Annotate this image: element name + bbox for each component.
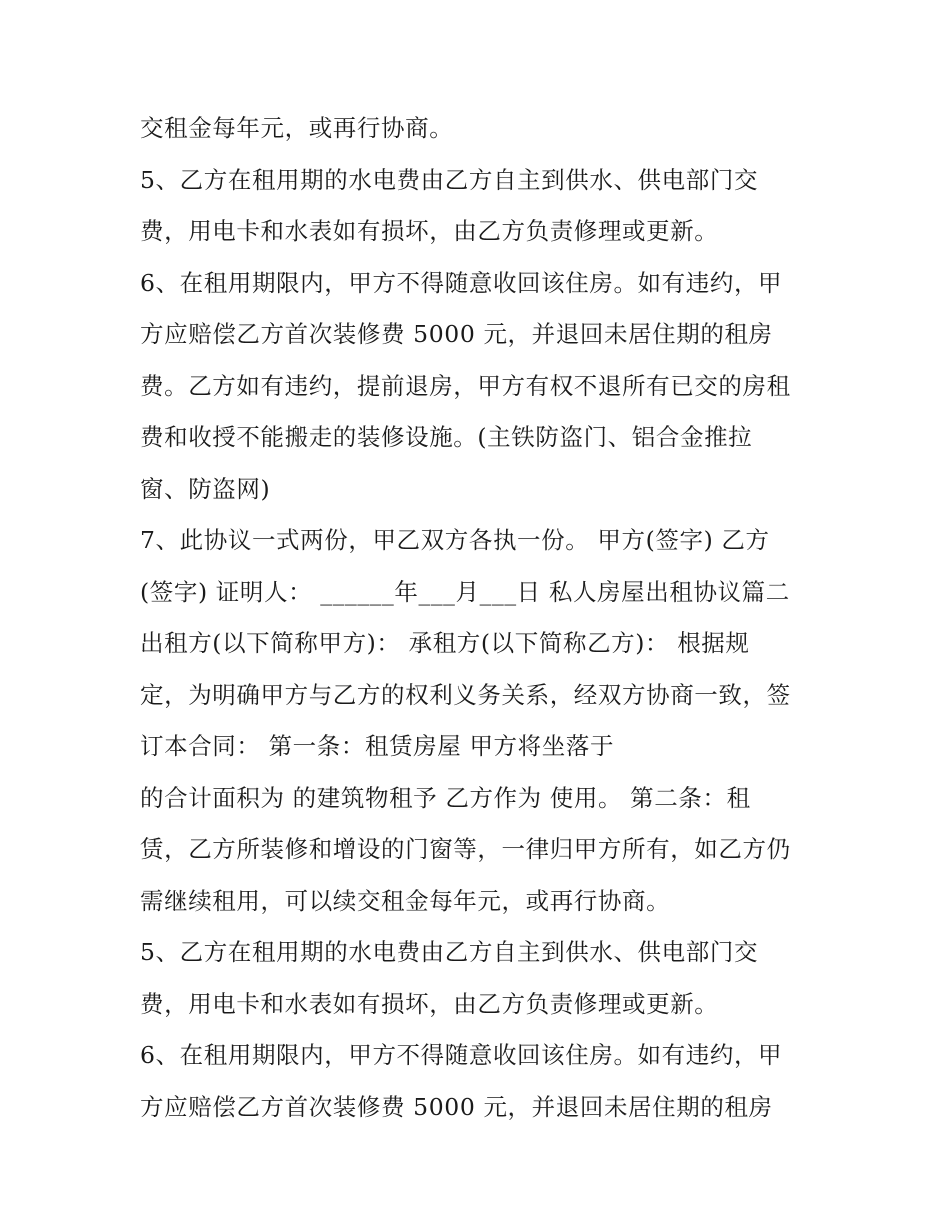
text-line: 费和收授不能搬走的装修设施。(主铁防盗门、铝合金推拉	[140, 423, 753, 451]
text-line: 出租方(以下简称甲方)： 承租方(以下简称乙方)： 根据规	[140, 629, 750, 657]
text-line: 费，用电卡和水表如有损坏，由乙方负责修理或更新。	[140, 217, 719, 245]
text-line: 窗、防盗网)	[140, 474, 271, 503]
text-line: 订本合同： 第一条：租赁房屋 甲方将坐落于	[140, 732, 615, 760]
text-line: 5、乙方在租用期的水电费由乙方自主到供水、供电部门交	[140, 165, 759, 194]
text-line: 费，用电卡和水表如有损坏，由乙方负责修理或更新。	[140, 989, 719, 1018]
text-line: 定，为明确甲方与乙方的权利义务关系，经双方协商一致，签	[140, 680, 791, 709]
text-line: 6、在租用期限内，甲方不得随意收回该住房。如有违约，甲	[140, 1041, 783, 1069]
text-line: 方应赔偿乙方首次装修费 5000 元，并退回未居住期的租房	[140, 1092, 773, 1121]
text-line: 需继续租用，可以续交租金每年元，或再行协商。	[140, 886, 671, 915]
text-line: 赁，乙方所装修和增设的门窗等，一律归甲方所有，如乙方仍	[140, 835, 791, 863]
text-line: 交租金每年元，或再行协商。	[140, 114, 454, 142]
text-line: (签字) 证明人： ______年___月___日 私人房屋出租协议篇二	[140, 577, 790, 606]
text-line: 方应赔偿乙方首次装修费 5000 元，并退回未居住期的租房	[140, 320, 773, 348]
text-line: 6、在租用期限内，甲方不得随意收回该住房。如有违约，甲	[140, 268, 783, 297]
text-line: 的合计面积为 的建筑物租予 乙方作为 使用。 第二条：租	[140, 783, 751, 812]
text-line: 7、此协议一式两份，甲乙双方各执一份。 甲方(签字) 乙方	[140, 526, 770, 554]
text-line: 费。乙方如有违约，提前退房，甲方有权不退所有已交的房租	[140, 371, 791, 400]
text-line: 5、乙方在租用期的水电费由乙方自主到供水、供电部门交	[140, 938, 759, 966]
document-body	[140, 103, 830, 1133]
